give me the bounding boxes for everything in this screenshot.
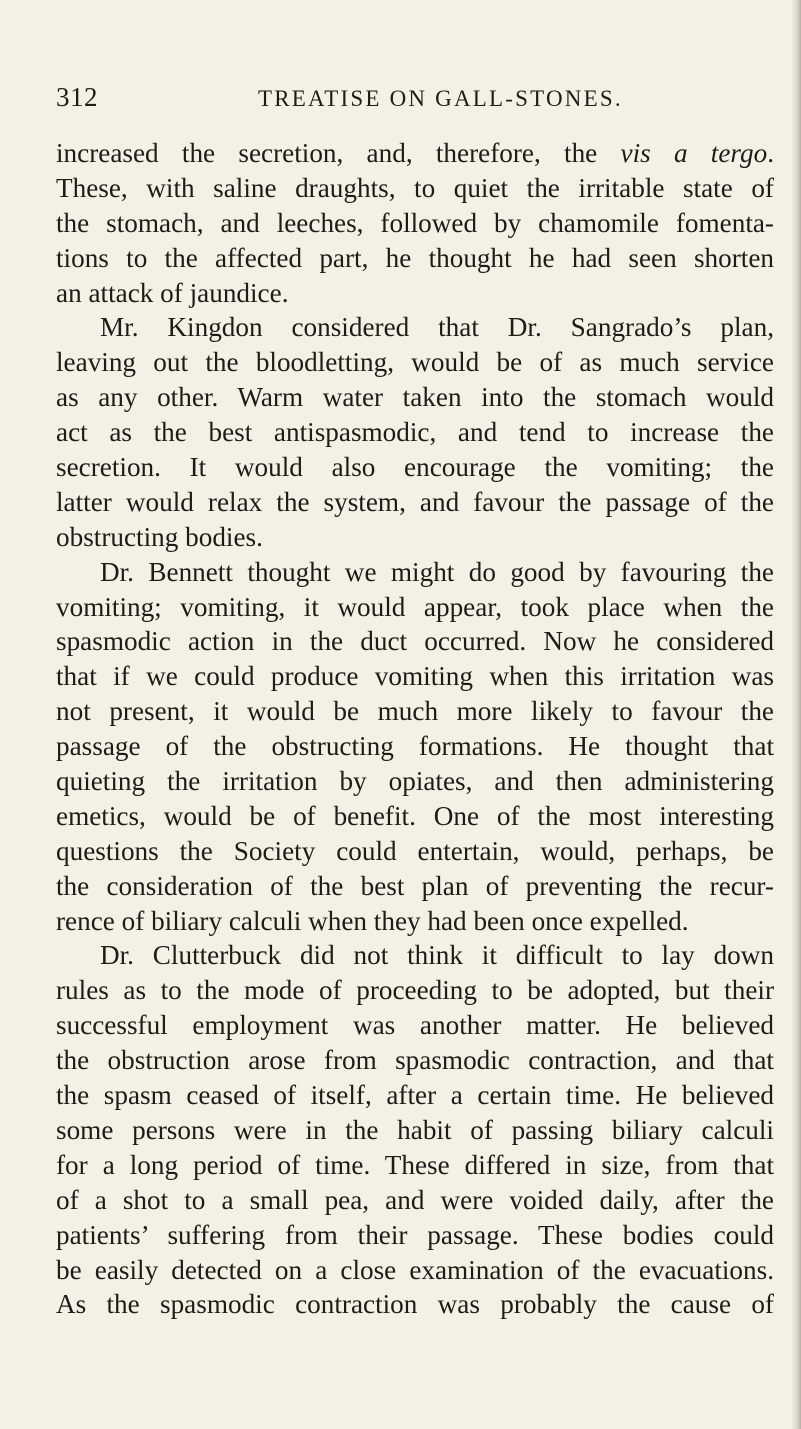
page-edge-shadow — [791, 0, 801, 1429]
line-text: an attack of jaundice. — [56, 277, 289, 308]
line-text: obstructing bodies. — [56, 521, 263, 552]
text-line — [56, 904, 774, 939]
text-line — [56, 869, 774, 904]
line-text: be easily detected on a close examination of the evacuations. — [56, 1254, 774, 1285]
text-line — [56, 450, 774, 485]
line-text: that if we could produce vomiting when this irritation was — [56, 661, 774, 692]
body-text — [56, 136, 774, 1322]
line-text: of a shot to a small pea, and were voided daily, after the — [56, 1184, 774, 1215]
running-title: TREATISE ON GALL-STONES. — [258, 86, 623, 111]
line-text: quieting the irritation by opiates, and then administering — [56, 766, 774, 797]
line-text: as any other. Warm water taken into the stomach would — [56, 382, 774, 413]
text-line — [56, 764, 774, 799]
line-text: the obstruction arose from spasmodic contraction, and that — [56, 1045, 774, 1076]
line-text: spasmodic action in the duct occurred. Now he considered — [56, 626, 774, 657]
text-line — [56, 136, 774, 171]
text-line — [56, 276, 774, 311]
text-line — [56, 171, 774, 206]
text-line — [56, 1253, 774, 1288]
line-text: As the spasmodic contraction was probably the cause of — [56, 1289, 774, 1320]
italic-phrase: vis a tergo — [620, 138, 768, 168]
text-line — [56, 834, 774, 869]
line-text: for a long period of time. These differed in size, from that — [56, 1149, 774, 1180]
text-line — [56, 555, 774, 590]
line-text: the stomach, and leeches, followed by chamomile fomenta- — [56, 207, 774, 238]
line-text: act as the best antispasmodic, and tend to increase the — [56, 417, 774, 448]
text-line — [56, 206, 774, 241]
line-text: Dr. Bennett thought we might do good by favouring the — [100, 556, 774, 587]
text-line — [56, 1008, 774, 1043]
text-line — [56, 1183, 774, 1218]
line-text: rules as to the mode of proceeding to be adopted, but their — [56, 975, 774, 1006]
running-head — [56, 82, 756, 118]
line-text: passage of the obstructing formations. He thought that — [56, 731, 774, 762]
text-line — [56, 659, 774, 694]
line-text: patients’ suffering from their passage. These bodies could — [56, 1219, 774, 1250]
line-text: leaving out the bloodletting, would be of as much service — [56, 347, 774, 378]
text-line — [56, 345, 774, 380]
line-text: latter would relax the system, and favour the passage of the — [56, 486, 774, 517]
line-tail: . — [767, 138, 774, 168]
line-text: vomiting; vomiting, it would appear, took place when the — [56, 591, 774, 622]
page-number: 312 — [56, 82, 98, 112]
text-line — [56, 590, 774, 625]
text-line — [56, 729, 774, 764]
text-line — [56, 1287, 774, 1322]
line-text: increased the secretion, and, therefore, the — [56, 138, 621, 168]
text-line — [56, 415, 774, 450]
line-text: some persons were in the habit of passing biliary calculi — [56, 1114, 774, 1145]
text-line — [56, 1043, 774, 1078]
text-line — [56, 1113, 774, 1148]
text-line — [56, 241, 774, 276]
line-text: secretion. It would also encourage the vomiting; the — [56, 452, 774, 483]
line-text: rence of biliary calculi when they had been once expelled. — [56, 905, 689, 936]
text-line — [56, 520, 774, 555]
text-line — [56, 973, 774, 1008]
text-line — [56, 624, 774, 659]
text-line — [56, 1078, 774, 1113]
line-text: tions to the affected part, he thought he had seen shorten — [56, 242, 774, 273]
text-line — [56, 799, 774, 834]
line-text: successful employment was another matter. He believed — [56, 1010, 774, 1041]
line-text: the consideration of the best plan of preventing the recur- — [56, 870, 774, 901]
text-line — [56, 485, 774, 520]
line-text: the spasm ceased of itself, after a certain time. He believed — [56, 1080, 774, 1111]
text-line — [56, 1218, 774, 1253]
line-text: emetics, would be of benefit. One of the most interesting — [56, 800, 774, 831]
line-text: These, with saline draughts, to quiet the irritable state of — [56, 172, 774, 203]
line-text: questions the Society could entertain, would, perhaps, be — [56, 835, 774, 866]
line-text: not present, it would be much more likely to favour the — [56, 696, 774, 727]
text-line — [56, 1148, 774, 1183]
text-line — [56, 380, 774, 415]
line-text: Mr. Kingdon considered that Dr. Sangrado’s plan, — [100, 312, 774, 343]
line-text: Dr. Clutterbuck did not think it difficult to lay down — [100, 940, 774, 971]
text-line — [56, 694, 774, 729]
text-line — [56, 938, 774, 973]
text-line — [56, 310, 774, 345]
